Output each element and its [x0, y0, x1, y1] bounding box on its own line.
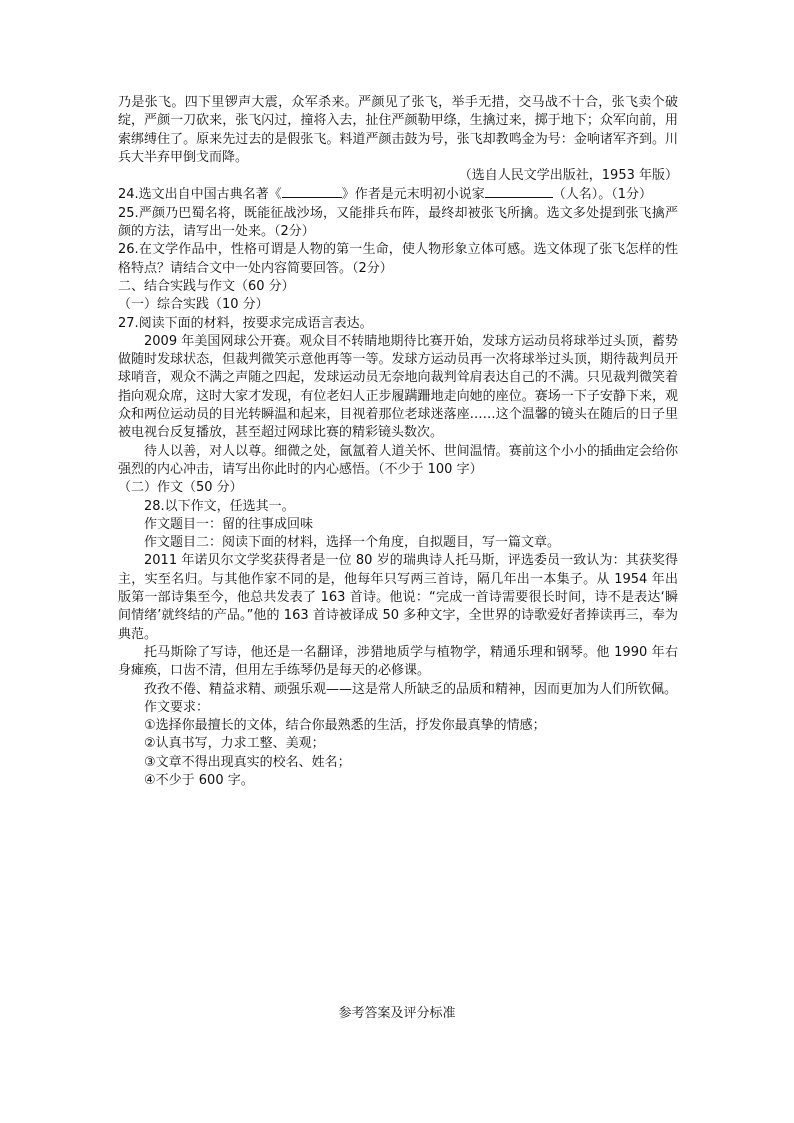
- q24-blank-book[interactable]: [282, 185, 342, 198]
- q27-material-p2: 待人以善，对人以尊。细微之处，氤氲着人道关怀、世间温情。赛前这个小小的插曲定会给你强烈的内心冲击，请写出你此时的内心感悟。（不少于 100 字）: [118, 443, 678, 477]
- passage-source: （选自人民文学出版社，1953 年版）: [458, 168, 678, 184]
- q27-material-p1: 2009 年美国网球公开赛。观众目不转睛地期待比赛开始，发球方运动员将球举过头顶，蓄势做随时发球状态，但裁判微笑示意他再等一等。发球方运动员再一次将球举过头顶，期待裁判员开球哨音，观众不满之声随之四起，发球运动员无奈地向裁判耸肩表达自己的不满。只见裁判微笑着指向观众席，这时大家才发现，有位老妇人正步履蹒跚地走向她的座位。赛场一下子安静下来，观众和两位运动员的目光转瞬温和起来，目视着那位老球迷落座……这个温馨的镜头在随后的日子里被电视台反复播放，甚至超过网球比赛的精彩镜头数次。: [118, 333, 678, 441]
- question-28: 28.以下作文，任选其一。: [144, 498, 295, 514]
- question-25: 25.严颜乃巴蜀名将，既能征战沙场，又能排兵布阵，最终却被张飞所擒。选文多处提到张飞擒严颜的方法，请写出一处来。（2分）: [118, 205, 678, 240]
- q24-suffix: （人名）。（1分）: [552, 187, 652, 203]
- essay-material-p1: 2011 年诺贝尔文学奖获得者是一位 80 岁的瑞典诗人托马斯，评选委员一致认为：其获奖得主，实至名归。与其他作家不同的是，他每年只写两三首诗，隔几年出一本集子。从 1954 年出版第一部诗集至今，他总共发表了 163 首诗。他说：“完成一首诗需要很长时间，诗不是表达‘瞬间情绪’就终结的产品。”他的 163 首诗被译成 50 多种文字，全世界的诗歌爱好者捧读再三，奉为典范。: [118, 553, 678, 642]
- question-27: 27.阅读下面的材料，按要求完成语言表达。: [118, 315, 373, 331]
- essay-requirements-title: 作文要求：: [144, 699, 210, 715]
- subsection-essay: （二）作文（50 分）: [118, 480, 243, 496]
- essay-material-p2: 托马斯除了写诗，他还是一名翻译，涉猎地质学与植物学，精通乐理和钢琴。他 1990 年右身瘫痪，口齿不清，但用左手练琴仍是每天的必修课。: [118, 644, 678, 679]
- essay-requirement-3: ③文章不得出现真实的校名、姓名；: [144, 754, 351, 770]
- q24-blank-author[interactable]: [485, 185, 553, 198]
- document-body: [118, 94, 678, 790]
- essay-topic-2: 作文题目二：阅读下面的材料，选择一个角度，自拟题目，写一篇文章。: [144, 535, 561, 551]
- q24-prefix: 24.选文出自中国古典名著《: [118, 187, 282, 203]
- essay-requirement-4: ④不少于 600 字。: [144, 772, 254, 788]
- essay-topic-1: 作文题目一：留的往事成回味: [144, 516, 314, 532]
- q24-middle: 》作者是元末明初小说家: [341, 187, 485, 203]
- essay-material-p3: 孜孜不倦、精益求精、顽强乐观——这是常人所缺乏的品质和精神，因而更加为人们所钦佩。: [144, 681, 678, 697]
- essay-requirement-1: ①选择你最擅长的文体，结合你最熟悉的生活，抒发你最真挚的情感；: [144, 718, 546, 734]
- section2-heading: 二、结合实践与作文（60 分）: [118, 278, 295, 294]
- question-26: 26.在文学作品中，性格可谓是人物的第一生命，使人物形象立体可感。选文体现了张飞怎样的性格特点？请结合文中一处内容简要回答。（2分）: [118, 242, 678, 276]
- subsection-practice: （一）综合实践（10 分）: [118, 297, 269, 313]
- answer-key-heading: 参考答案及评分标准: [338, 1006, 456, 1021]
- question-24: [118, 185, 678, 204]
- essay-requirement-2: ②认真书写，力求工整、美观；: [144, 736, 325, 752]
- passage-text: 乃是张飞。四下里锣声大震，众军杀来。严颜见了张飞，举手无措，交马战不十合，张飞卖个破绽，严颜一刀砍来，张飞闪过，撞将入去，扯住严颜勒甲绦，生擒过来，掷于地下；众军向前，用索绑缚住了。原来先过去的是假张飞。料道严颜击鼓为号，张飞却教鸣金为号：金响诸军齐到。川兵大半弃甲倒戈而降。: [118, 95, 678, 165]
